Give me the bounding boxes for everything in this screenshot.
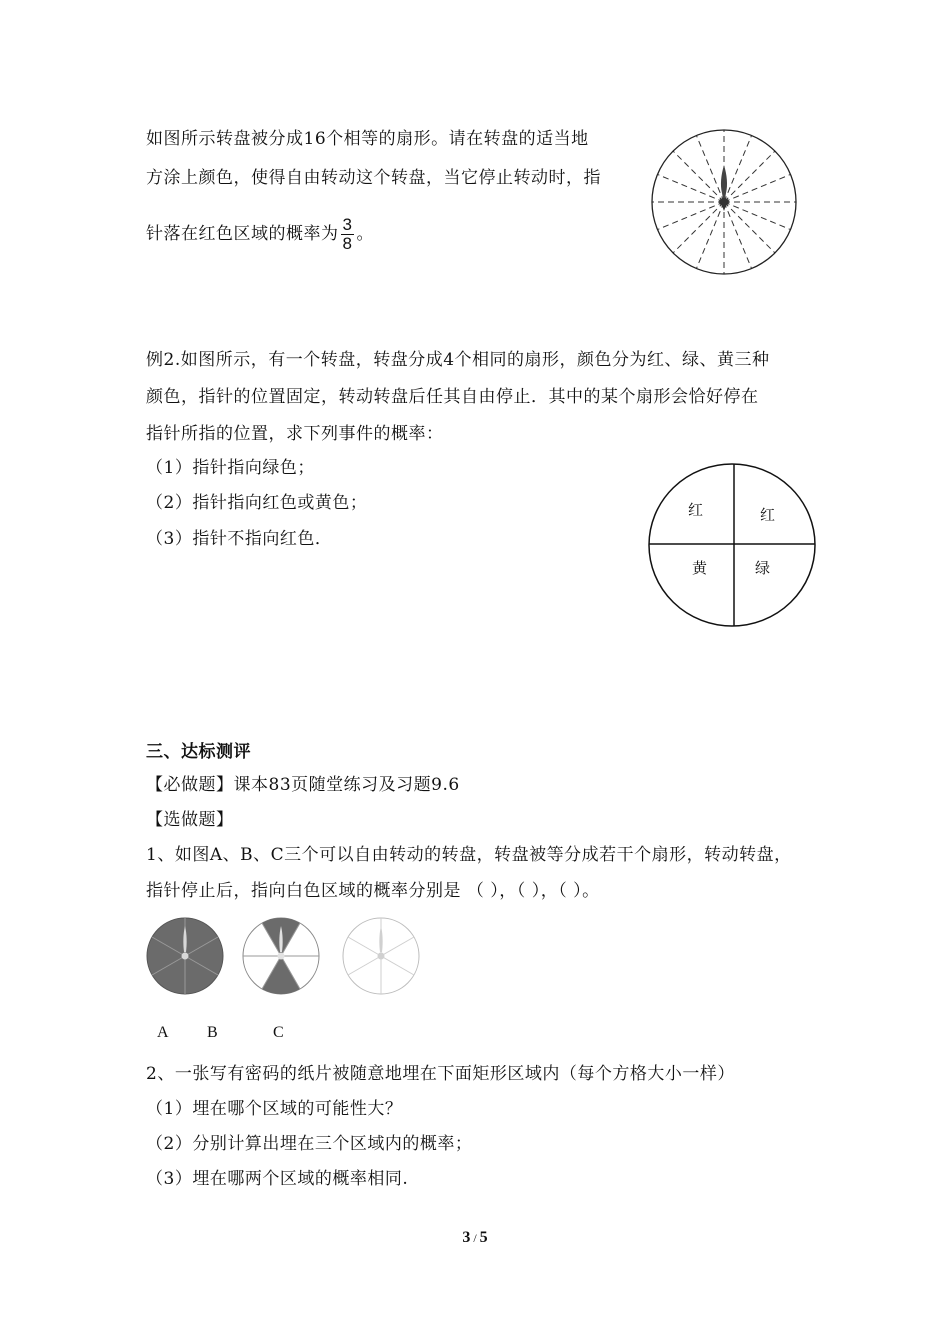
wheel-4-sectors [647,462,817,628]
wheel-outline [649,464,815,626]
problem1-line2: 指针停止后，指向白色区域的概率分别是 （ ），（ ），（ ）。 [146,881,600,901]
problem2-question1: （1）埋在哪个区域的可能性大？ [146,1099,403,1119]
page-current: 3 [462,1229,471,1246]
example1-line1: 如图所示转盘被分成16个相等的扇形。请在转盘的适当地 [146,129,589,149]
spinner-c [341,916,421,996]
spinner-label-c: C [273,1024,284,1041]
example2-question2: （2）指针指向红色或黄色； [146,493,368,513]
spinner-label-a: A [157,1024,169,1041]
spinner-16-divider [724,202,775,253]
pointer-icon [719,165,729,211]
example1-line3-suffix: 。 [356,224,374,244]
page-separator: / [470,1231,480,1245]
example2-question1: （1）指针指向绿色； [146,458,315,478]
spinner-16-sectors [649,127,799,277]
wheel-label-top-left: 红 [688,501,704,519]
spinner-16-divider [673,202,724,253]
page-total: 5 [479,1229,488,1246]
wheel-label-bottom-right: 绿 [755,559,771,577]
fraction-numerator: 3 [342,215,353,234]
example1-line3 [146,216,374,253]
optional-homework: 【选做题】 [146,810,234,830]
example2-line2: 颜色，指针的位置固定，转动转盘后任其自由停止．其中的某个扇形会恰好停在 [146,387,759,407]
required-homework: 【必做题】课本83页随堂练习及习题9.6 [146,775,460,795]
spinner-16-divider [724,151,775,202]
problem1-line1: 1、如图A、B、C三个可以自由转动的转盘，转盘被等分成若干个扇形，转动转盘， [146,845,792,865]
example2-question3: （3）指针不指向红色． [146,529,333,549]
section3-heading: 三、达标测评 [146,742,251,762]
example1-line3-prefix: 针落在红色区域的概率为 [146,224,339,244]
wheel-label-bottom-left: 黄 [692,559,708,577]
spinner-label-b: B [207,1024,218,1041]
example1-line2: 方涂上颜色，使得自由转动这个转盘，当它停止转动时，指 [146,168,601,188]
spinner-a [145,916,225,996]
spinner-16-divider [673,151,724,202]
problem2-question2: （2）分别计算出埋在三个区域内的概率； [146,1134,473,1154]
spinner-b [241,916,321,996]
fraction-three-eighths [341,216,355,253]
page-number [0,1229,950,1247]
fraction-denominator: 8 [342,234,353,253]
problem2-question3: （3）埋在哪两个区域的概率相同. [146,1169,409,1189]
problem2-line1: 2、一张写有密码的纸片被随意地埋在下面矩形区域内（每个方格大小一样） [146,1064,735,1084]
example2-line1: 例2.如图所示，有一个转盘，转盘分成4个相同的扇形，颜色分为红、绿、黄三种 [146,350,770,370]
wheel-label-top-right: 红 [760,506,776,524]
example2-line3: 指针所指的位置，求下列事件的概率： [146,424,444,444]
